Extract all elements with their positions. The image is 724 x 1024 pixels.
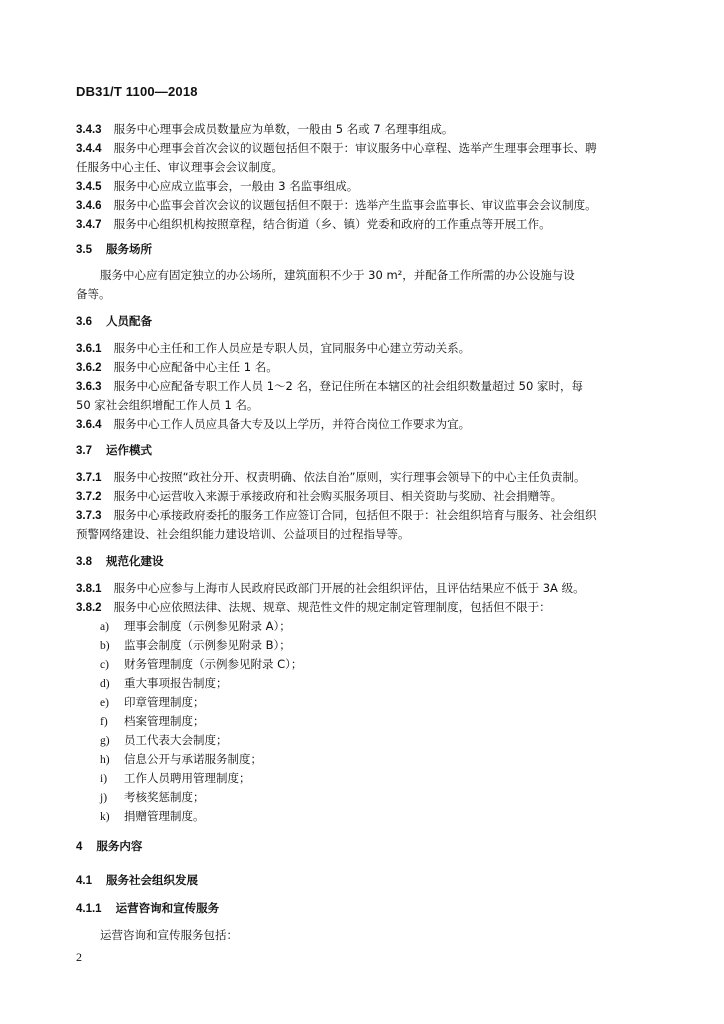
clause-text: 服务中心运营收入来源于承接政府和社会购买服务项目、相关资助与奖励、社会捐赠等。 xyxy=(113,489,563,503)
clause-3-4-5 xyxy=(76,178,648,195)
list-text: 捐赠管理制度。 xyxy=(124,809,205,823)
clause-text: 服务中心主任和工作人员应是专职人员，宜同服务中心建立劳动关系。 xyxy=(113,341,471,355)
list-text: 理事会制度（示例参见附录 A）； xyxy=(124,619,291,633)
clause-number: 3.4.4 xyxy=(76,143,102,155)
clause-3-8-2 xyxy=(76,599,648,616)
clause-text: 服务中心按照“政社分开、权责明确、依法自治”原则，实行理事会领导下的中心主任负责制。 xyxy=(113,470,586,484)
clause-number: 3.7.3 xyxy=(76,510,102,522)
page-number: 2 xyxy=(76,950,82,964)
clause-number: 3.6.4 xyxy=(76,419,102,431)
clause-text: 服务中心监事会首次会议的议题包括但不限于：选举产生监事会监事长、审议监事会会议制度。 xyxy=(113,198,597,212)
clause-3-6-4 xyxy=(76,416,648,433)
clause-number: 3.4.5 xyxy=(76,181,102,193)
clause-number: 3.4.3 xyxy=(76,124,102,136)
list-label: a) xyxy=(100,621,109,633)
section-heading-4-1-1 xyxy=(76,900,219,917)
list-text: 监事会制度（示例参见附录 B）； xyxy=(124,638,291,652)
clause-text: 服务中心应配备中心主任 1 名。 xyxy=(113,360,278,374)
list-text: 考核奖惩制度； xyxy=(124,790,205,804)
clause-number: 3.4.7 xyxy=(76,219,102,231)
standard-code: DB31/T 1100—2018 xyxy=(76,84,198,99)
clause-number: 3.4.6 xyxy=(76,200,102,212)
section-heading-3-6 xyxy=(76,313,152,330)
clause-3-7-2 xyxy=(76,488,648,505)
list-text: 财务管理制度（示例参见附录 C）； xyxy=(124,657,303,671)
section-number: 3.5 xyxy=(76,244,92,256)
list-text: 重大事项报告制度； xyxy=(124,676,228,690)
section-heading-3-8 xyxy=(76,553,164,570)
section-number: 4.1 xyxy=(76,875,92,887)
section-number: 3.6 xyxy=(76,316,92,328)
list-label: i) xyxy=(100,773,108,785)
clause-text: 服务中心工作人员应具备大专及以上学历，并符合岗位工作要求为宜。 xyxy=(113,417,471,431)
clause-3-6-2 xyxy=(76,359,648,376)
list-item xyxy=(100,637,291,654)
list-label: b) xyxy=(100,640,110,652)
paragraph-4-1-1: 运营咨询和宣传服务包括： xyxy=(100,928,238,942)
list-item xyxy=(100,770,251,787)
clause-3-7-1 xyxy=(76,469,648,486)
section-title: 服务场所 xyxy=(106,242,152,256)
section-number: 3.8 xyxy=(76,556,92,568)
section-heading-3-7 xyxy=(76,442,152,459)
list-text: 印章管理制度； xyxy=(124,695,205,709)
section-title: 运营咨询和宣传服务 xyxy=(115,901,220,915)
clause-text: 服务中心承接政府委托的服务工作应签订合同，包括但不限于：社会组织培育与服务、社会组织 xyxy=(113,508,597,522)
list-item xyxy=(100,713,205,730)
list-text: 信息公开与承诺服务制度； xyxy=(124,752,262,766)
chapter-title: 服务内容 xyxy=(96,839,143,853)
clause-3-4-7 xyxy=(76,216,648,233)
chapter-number: 4 xyxy=(76,841,83,853)
clause-number: 3.7.2 xyxy=(76,491,102,503)
list-item xyxy=(100,751,262,768)
clause-3-4-3 xyxy=(76,121,648,138)
clause-3-4-6 xyxy=(76,197,648,214)
section-title: 规范化建设 xyxy=(106,554,164,568)
clause-3-6-1 xyxy=(76,340,648,357)
list-item xyxy=(100,732,228,749)
list-label: f) xyxy=(100,716,108,728)
clause-3-6-3-continuation: 50 家社会组织增配工作人员 1 名。 xyxy=(76,398,259,412)
list-item xyxy=(100,675,228,692)
clause-3-4-4-continuation: 任服务中心主任、审议理事会会议制度。 xyxy=(76,160,283,174)
list-label: g) xyxy=(100,735,110,747)
list-label: c) xyxy=(100,659,109,671)
clause-number: 3.7.1 xyxy=(76,472,102,484)
clause-text: 服务中心理事会成员数量应为单数，一般由 5 名或 7 名理事组成。 xyxy=(113,122,454,136)
list-label: e) xyxy=(100,697,109,709)
paragraph-3-5-line2: 备等。 xyxy=(76,287,111,301)
section-number: 3.7 xyxy=(76,445,92,457)
list-text: 工作人员聘用管理制度； xyxy=(124,771,251,785)
section-number: 4.1.1 xyxy=(76,903,102,915)
clause-text: 服务中心应依照法律、法规、规章、规范性文件的规定制定管理制度，包括但不限于： xyxy=(113,600,551,614)
clause-3-6-3 xyxy=(76,378,648,395)
list-label: d) xyxy=(100,678,110,690)
list-label: h) xyxy=(100,754,110,766)
list-item xyxy=(100,656,302,673)
list-item xyxy=(100,694,205,711)
list-item xyxy=(100,618,291,635)
list-item xyxy=(100,789,205,806)
clause-text: 服务中心应参与上海市人民政府民政部门开展的社会组织评估，且评估结果应不低于 3A 级。 xyxy=(113,581,585,595)
clause-number: 3.8.2 xyxy=(76,602,102,614)
section-heading-4-1 xyxy=(76,872,198,889)
clause-text: 服务中心应配备专职工作人员 1～2 名，登记住所在本辖区的社会组织数量超过 50 家时，每 xyxy=(113,379,583,393)
clause-text: 服务中心理事会首次会议的议题包括但不限于：审议服务中心章程、选举产生理事会理事长、聘 xyxy=(113,141,597,155)
clause-number: 3.6.3 xyxy=(76,381,102,393)
clause-number: 3.6.2 xyxy=(76,362,102,374)
paragraph-3-5-line1: 服务中心应有固定独立的办公场所，建筑面积不少于 30 m²，并配备工作所需的办公设施与设 xyxy=(100,268,575,282)
clause-text: 服务中心应成立监事会，一般由 3 名监事组成。 xyxy=(113,179,359,193)
list-item xyxy=(100,808,205,825)
section-title: 服务社会组织发展 xyxy=(106,873,198,887)
list-text: 员工代表大会制度； xyxy=(124,733,228,747)
clause-3-8-1 xyxy=(76,580,648,597)
clause-3-7-3 xyxy=(76,507,648,524)
clause-text: 服务中心组织机构按照章程，结合街道（乡、镇）党委和政府的工作重点等开展工作。 xyxy=(113,217,551,231)
section-title: 运作模式 xyxy=(106,443,152,457)
list-label: j) xyxy=(100,792,108,804)
list-label: k) xyxy=(100,811,110,823)
section-heading-3-5 xyxy=(76,241,152,258)
list-text: 档案管理制度； xyxy=(124,714,205,728)
section-title: 人员配备 xyxy=(106,314,152,328)
chapter-heading-4 xyxy=(76,838,142,855)
clause-number: 3.6.1 xyxy=(76,343,102,355)
clause-3-4-4 xyxy=(76,140,648,157)
clause-3-7-3-continuation: 预警网络建设、社会组织能力建设培训、公益项目的过程指导等。 xyxy=(76,527,410,541)
clause-number: 3.8.1 xyxy=(76,583,102,595)
